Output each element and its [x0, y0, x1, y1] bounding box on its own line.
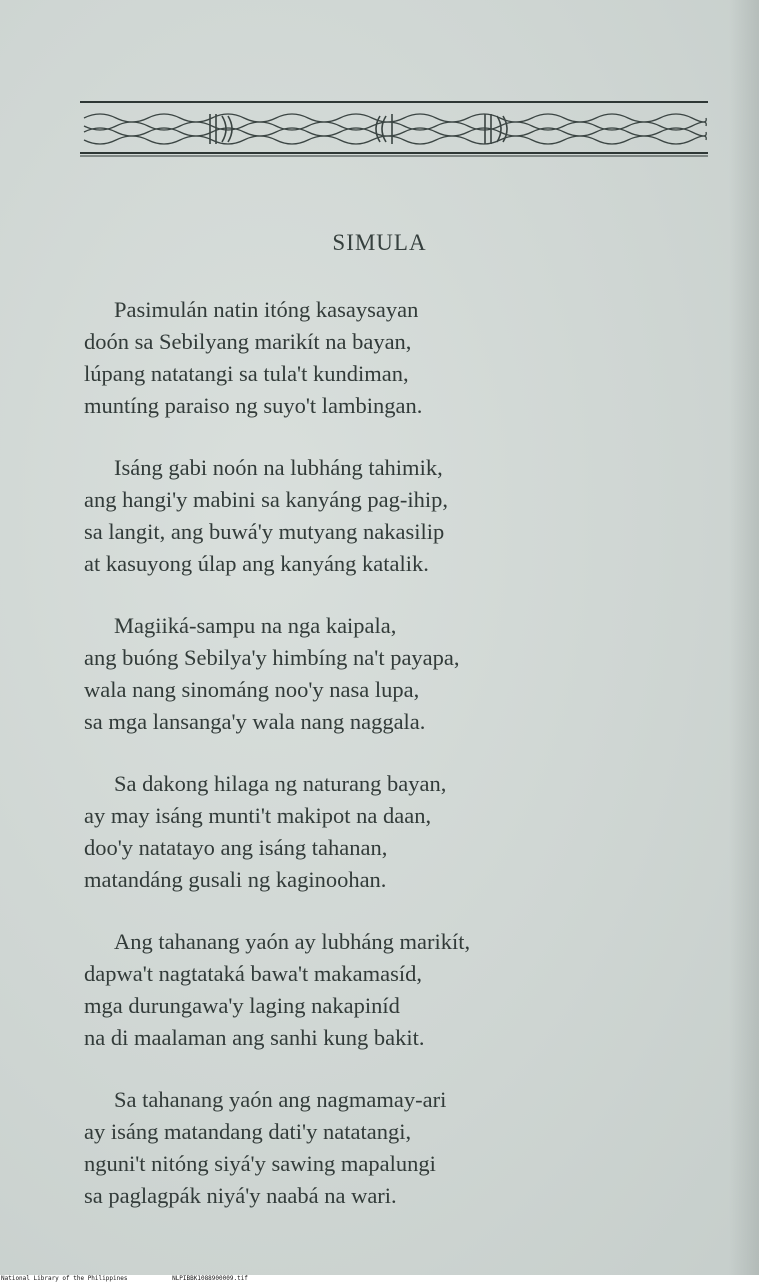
header-ornament [80, 100, 708, 158]
stanza [84, 768, 684, 896]
stanza [84, 610, 684, 738]
poem-line: sa mga lansanga'y wala nang naggala. [84, 709, 426, 734]
poem-line: ang buóng Sebilya'y himbíng na't payapa, [84, 645, 460, 670]
poem-line: nguni't nitóng siyá'y sawing mapalungi [84, 1151, 436, 1176]
poem-line: Pasimulán natin itóng kasaysayan [114, 297, 419, 322]
poem-line: ang hangi'y mabini sa kanyáng pag-ihip, [84, 487, 448, 512]
stanza [84, 926, 684, 1054]
poem-line: at kasuyong úlap ang kanyáng katalik. [84, 551, 429, 576]
poem-line: sa paglagpák niyá'y naabá na wari. [84, 1183, 397, 1208]
poem-line: muntíng paraiso ng suyo't lambingan. [84, 393, 423, 418]
poem-line: na di maalaman ang sanhi kung bakit. [84, 1025, 425, 1050]
poem-line: mga durungawa'y laging nakapiníd [84, 993, 400, 1018]
stanza [84, 452, 684, 580]
scan-filename: NLPIBBK1088900009.tif [172, 1275, 248, 1282]
poem-line: Ang tahanang yaón ay lubháng marikít, [114, 929, 471, 954]
poem-line: Magiiká-sampu na nga kaipala, [114, 613, 397, 638]
poem-line: dapwa't nagtataká bawa't makamasíd, [84, 961, 422, 986]
poem-line: ay isáng matandang dati'y natatangi, [84, 1119, 412, 1144]
chapter-title: SIMULA [332, 230, 427, 255]
poem-line: lúpang natatangi sa tula't kundiman, [84, 361, 409, 386]
poem-line: Isáng gabi noón na lubháng tahimik, [114, 455, 443, 480]
poem-line: sa langit, ang buwá'y mutyang nakasilip [84, 519, 445, 544]
poem-line: Sa dakong hilaga ng naturang bayan, [114, 771, 447, 796]
poem-body [84, 294, 684, 1242]
poem-line: Sa tahanang yaón ang nagmamay-ari [114, 1087, 447, 1112]
library-credit: National Library of the Philippines [1, 1275, 128, 1282]
poem-line: wala nang sinománg noo'y nasa lupa, [84, 677, 420, 702]
poem-line: ay may isáng munti't makipot na daan, [84, 803, 432, 828]
page-edge-shadow [729, 0, 759, 1275]
poem-line: matandáng gusali ng kaginoohan. [84, 867, 387, 892]
stanza [84, 294, 684, 422]
poem-line: doón sa Sebilyang marikít na bayan, [84, 329, 412, 354]
scan-footer [0, 1275, 759, 1283]
stanza [84, 1084, 684, 1212]
poem-line: doo'y natatayo ang isáng tahanan, [84, 835, 388, 860]
